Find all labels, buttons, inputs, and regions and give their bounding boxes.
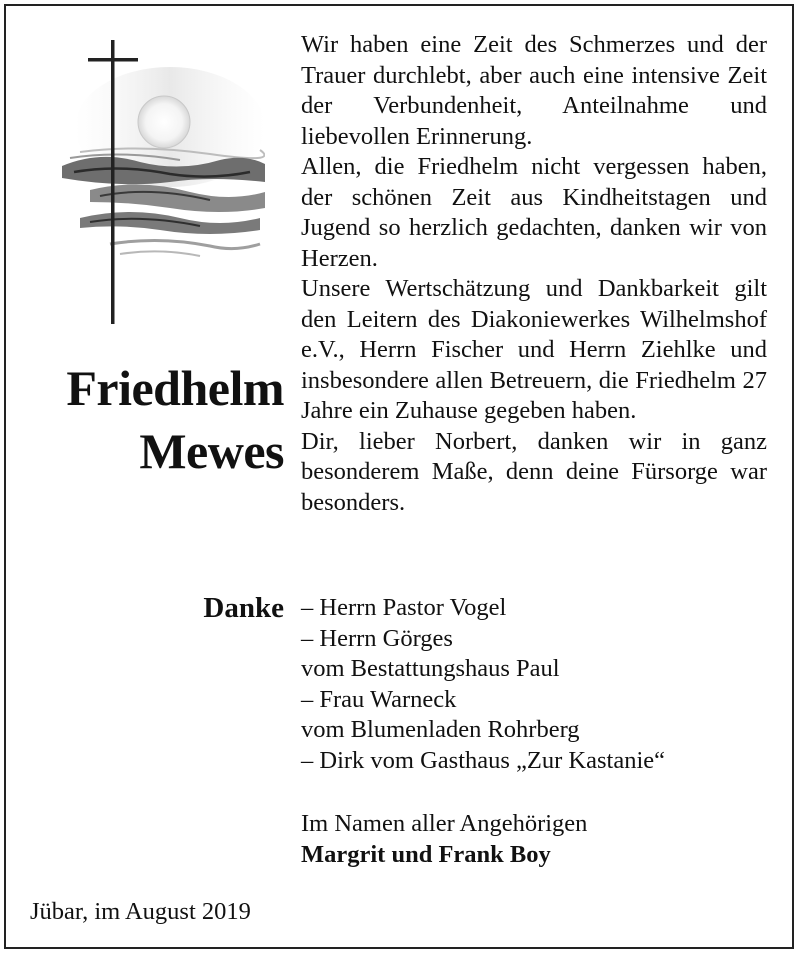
place-date: Jübar, im August 2019 (30, 898, 251, 925)
list-item: – Herrn Pastor Vogel (301, 594, 507, 621)
list-item-detail: vom Blumenladen Rohrberg (301, 716, 580, 743)
signature: Margrit und Frank Boy (301, 841, 551, 868)
paragraph: Dir, lieber Norbert, danken wir in ganz besonderem Maße, denn deine Fürsorge war besonders. (301, 427, 767, 516)
closing-intro: Im Namen aller Angehörigen (301, 810, 588, 837)
list-item: – Frau Warneck (301, 685, 457, 713)
paragraph: Unsere Wertschätzung und Dankbarkeit gilt den Leitern des Diakoniewerkes Wilhelmshof e.V., Herrn Fischer und Herrn Ziehlke und insbesondere allen Betreuern, die Friedhelm 27 Jahre ein Zuhause gegeben haben. (301, 275, 767, 424)
cross-landscape-icon (60, 32, 265, 332)
danke-heading: Danke (203, 592, 284, 624)
deceased-last-name: Mewes (139, 423, 284, 479)
gratitude-text (301, 30, 767, 518)
paragraph: Wir haben eine Zeit des Schmerzes und der Trauer durchlebt, aber auch eine intensive Zeit der Verbundenheit, Anteilnahme und liebevollen Erinnerung. (301, 31, 767, 150)
list-item-detail: vom Bestattungshaus Paul (301, 655, 560, 682)
paragraph: Allen, die Friedhelm nicht vergessen haben, der schönen Zeit aus Kindheitstagen und Jugend so herzlich gedachten, danken wir von Herzen. (301, 153, 767, 272)
list-item: – Dirk vom Gasthaus „Zur Kastanie“ (301, 746, 665, 774)
closing-block (301, 808, 587, 870)
list-item: – Herrn Görges (301, 624, 453, 652)
thanks-list (301, 593, 781, 776)
deceased-first-name: Friedhelm (66, 360, 284, 416)
